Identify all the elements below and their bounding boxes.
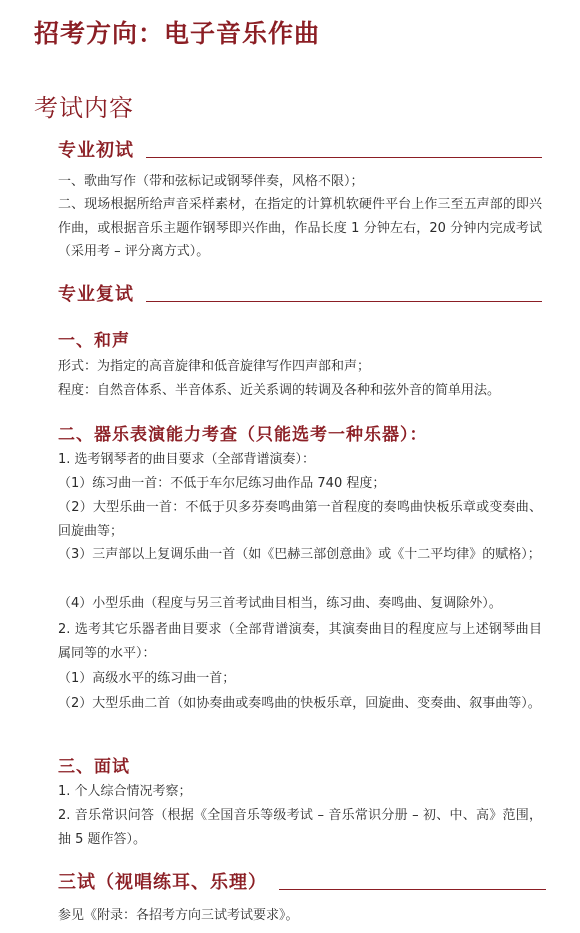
section-title: 考试内容	[34, 94, 134, 122]
instrument-line-4: （3）三声部以上复调乐曲一首（如《巴赫三部创意曲》或《十二平均律》的赋格）；	[58, 547, 541, 562]
interview-heading: 三、面试	[58, 757, 130, 777]
prelim-heading-label: 专业初试	[58, 140, 134, 161]
prelim-item-2: 二、现场根据所给声音采样素材，在指定的计算机软硬件平台上作三至五声部的即兴作曲，或根据音乐主题作钢琴即兴作曲，作品长度 1 分钟左右，20 分钟内完成考试（采用考 – 评分离方式）。	[58, 197, 542, 259]
third-heading-rule	[279, 889, 546, 890]
harmony-form: 形式：为指定的高音旋律和低音旋律写作四声部和声；	[58, 359, 371, 374]
retest-heading-label: 专业复试	[58, 284, 134, 305]
prelim-item-1: 一、歌曲写作（带和弦标记或钢琴伴奏，风格不限）；	[58, 174, 364, 189]
instrument-line-8: （2）大型乐曲二首（如协奏曲或奏鸣曲的快板乐章，回旋曲、变奏曲、叙事曲等）。	[58, 696, 541, 711]
instrument-line-5: （4）小型乐曲（程度与另三首考试曲目相当，练习曲、奏鸣曲、复调除外）。	[58, 596, 502, 611]
instrument-line-1: 1. 选考钢琴者的曲目要求（全部背谱演奏）：	[58, 452, 316, 467]
instrument-line-2: （1）练习曲一首：不低于车尔尼练习曲作品 740 程度；	[58, 476, 386, 491]
interview-line-1: 1. 个人综合情况考察；	[58, 784, 192, 799]
prelim-heading	[58, 136, 542, 162]
retest-heading	[58, 280, 542, 306]
instrument-line-6: 2. 选考其它乐器者曲目要求（全部背谱演奏，其演奏曲目的程度应与上述钢琴曲目属同等的水平）：	[58, 622, 542, 661]
retest-heading-rule	[146, 301, 542, 302]
third-heading-label: 三试（视唱练耳、乐理）	[58, 872, 267, 893]
page-title: 招考方向：电子音乐作曲	[34, 19, 321, 48]
third-note: 参见《附录：各招考方向三试考试要求》。	[58, 908, 299, 923]
harmony-heading: 一、和声	[58, 331, 130, 351]
harmony-level: 程度：自然音体系、半音体系、近关系调的转调及各种和弦外音的简单用法。	[58, 383, 501, 398]
prelim-heading-rule	[146, 157, 542, 158]
instrument-heading: 二、器乐表演能力考查（只能选考一种乐器）：	[58, 425, 428, 445]
instrument-line-3: （2）大型乐曲一首：不低于贝多芬奏鸣曲第一首程度的奏鸣曲快板乐章或变奏曲、回旋曲等；	[58, 500, 542, 539]
third-heading	[58, 868, 546, 894]
instrument-line-7: （1）高级水平的练习曲一首；	[58, 671, 236, 686]
interview-line-2: 2. 音乐常识问答（根据《全国音乐等级考试 – 音乐常识分册 – 初、中、高》范围，抽 5 题作答）。	[58, 808, 542, 847]
